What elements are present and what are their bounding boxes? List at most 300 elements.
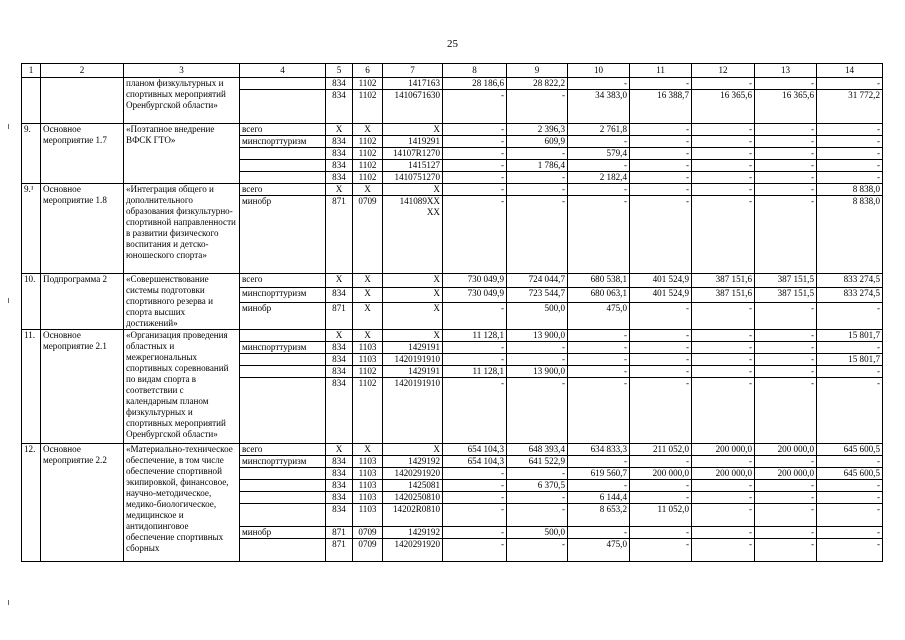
amount-cell: - [755, 492, 817, 504]
target-code-cell: 1410671630 [383, 90, 443, 124]
executor-cell: всего [240, 274, 326, 288]
amount-cell: 28 186,6 [443, 78, 507, 90]
admin-code-cell: 834 [326, 492, 353, 504]
target-code-cell: 1415127 [383, 160, 443, 172]
amount-cell: - [507, 354, 568, 366]
amount-cell: - [692, 196, 755, 274]
executor-cell [240, 366, 326, 378]
amount-cell: 833 274,5 [817, 288, 883, 302]
amount-cell: - [755, 196, 817, 274]
column-header: 1 [22, 64, 41, 78]
amount-cell: - [568, 456, 630, 468]
admin-code-cell: 871 [326, 302, 353, 329]
amount-cell: - [630, 456, 692, 468]
amount-cell: - [507, 468, 568, 480]
amount-cell: 200 000,0 [630, 468, 692, 480]
amount-cell: - [817, 124, 883, 136]
column-header: 11 [630, 64, 692, 78]
target-code-cell: 14107R1270 [383, 148, 443, 160]
executor-cell [240, 90, 326, 124]
executor-cell [240, 172, 326, 184]
executor-cell [240, 378, 326, 444]
amount-cell: - [568, 480, 630, 492]
section-code-cell: 1102 [353, 160, 383, 172]
amount-cell: - [817, 302, 883, 329]
target-code-cell: 1420191910 [383, 354, 443, 366]
amount-cell: - [507, 539, 568, 562]
target-code-cell: 1429191 [383, 366, 443, 378]
amount-cell: - [630, 160, 692, 172]
amount-cell: 401 524,9 [630, 274, 692, 288]
amount-cell: - [568, 78, 630, 90]
amount-cell: - [568, 354, 630, 366]
executor-cell: всего [240, 184, 326, 196]
target-code-cell: 1410751270 [383, 172, 443, 184]
column-header: 3 [124, 64, 240, 78]
amount-cell: 475,0 [568, 302, 630, 329]
amount-cell: - [817, 527, 883, 539]
amount-cell: - [755, 136, 817, 148]
amount-cell: - [692, 184, 755, 196]
executor-cell: минобр [240, 527, 326, 539]
admin-code-cell: 834 [326, 90, 353, 124]
table-row [22, 330, 883, 342]
amount-cell: 654 104,3 [443, 456, 507, 468]
amount-cell: - [507, 342, 568, 354]
admin-code-cell: X [326, 274, 353, 288]
column-header: 14 [817, 64, 883, 78]
amount-cell: - [692, 539, 755, 562]
amount-cell: 200 000,0 [692, 468, 755, 480]
column-header: 7 [383, 64, 443, 78]
amount-cell: 641 522,9 [507, 456, 568, 468]
table-row [22, 274, 883, 288]
amount-cell: 645 600,5 [817, 444, 883, 456]
amount-cell: 13 900,0 [507, 366, 568, 378]
amount-cell: - [755, 504, 817, 527]
section-code-cell: 0709 [353, 539, 383, 562]
amount-cell: - [817, 148, 883, 160]
amount-cell: - [817, 366, 883, 378]
amount-cell: - [755, 366, 817, 378]
amount-cell: 16 365,6 [692, 90, 755, 124]
amount-cell: - [817, 136, 883, 148]
amount-cell: - [507, 492, 568, 504]
target-code-cell: 14202R0810 [383, 504, 443, 527]
amount-cell: 500,0 [507, 527, 568, 539]
page-number: 25 [447, 38, 458, 50]
target-code-cell: X [383, 302, 443, 329]
row-number: 12. [22, 444, 41, 562]
admin-code-cell: X [326, 184, 353, 196]
section-code-cell: 1102 [353, 90, 383, 124]
amount-cell: - [755, 148, 817, 160]
activity-description: «Материально-техническое обеспечение, в том числе обеспечение спортивной экипировкой, финансовое, научно-методическое, медико-биологическое, медицинское и антидопинговое обеспечение спортивных сборных [124, 444, 240, 562]
activity-name: Подпрограмма 2 [41, 274, 124, 330]
amount-cell: 31 772,2 [817, 90, 883, 124]
amount-cell: - [630, 342, 692, 354]
amount-cell: - [443, 160, 507, 172]
amount-cell: - [630, 354, 692, 366]
amount-cell: - [692, 302, 755, 329]
amount-cell: - [630, 366, 692, 378]
target-code-cell: X [383, 288, 443, 302]
column-header: 13 [755, 64, 817, 78]
amount-cell: - [817, 480, 883, 492]
amount-cell: - [755, 78, 817, 90]
amount-cell: - [443, 468, 507, 480]
amount-cell: - [443, 354, 507, 366]
row-number: 11. [22, 330, 41, 444]
amount-cell: 11 128,1 [443, 330, 507, 342]
amount-cell: 200 000,0 [692, 444, 755, 456]
admin-code-cell: 871 [326, 527, 353, 539]
row-number [22, 78, 41, 124]
admin-code-cell: 834 [326, 378, 353, 444]
amount-cell: - [755, 354, 817, 366]
amount-cell: 200 000,0 [755, 444, 817, 456]
executor-cell [240, 539, 326, 562]
amount-cell: - [817, 492, 883, 504]
amount-cell: - [568, 378, 630, 444]
admin-code-cell: 834 [326, 288, 353, 302]
amount-cell: - [755, 527, 817, 539]
amount-cell: 723 544,7 [507, 288, 568, 302]
amount-cell: - [507, 196, 568, 274]
amount-cell: - [692, 160, 755, 172]
amount-cell: - [507, 90, 568, 124]
amount-cell: 2 396,3 [507, 124, 568, 136]
admin-code-cell: 834 [326, 78, 353, 90]
amount-cell: - [817, 539, 883, 562]
amount-cell: 401 524,9 [630, 288, 692, 302]
amount-cell: - [443, 504, 507, 527]
section-code-cell: 1102 [353, 136, 383, 148]
amount-cell: - [630, 78, 692, 90]
amount-cell: - [755, 330, 817, 342]
executor-cell [240, 354, 326, 366]
activity-description: планом физкультурных и спортивных мероприятий Оренбургской области» [124, 78, 240, 124]
amount-cell: 28 822,2 [507, 78, 568, 90]
amount-cell: - [692, 366, 755, 378]
target-code-cell: X [383, 124, 443, 136]
executor-cell: всего [240, 124, 326, 136]
executor-cell: минобр [240, 302, 326, 329]
amount-cell: 8 838,0 [817, 184, 883, 196]
section-code-cell: X [353, 184, 383, 196]
executor-cell [240, 480, 326, 492]
amount-cell: - [443, 342, 507, 354]
activity-name: Основное мероприятие 2.2 [41, 444, 124, 562]
section-code-cell: X [353, 444, 383, 456]
section-code-cell: X [353, 288, 383, 302]
amount-cell: 387 151,5 [755, 274, 817, 288]
target-code-cell: 1420191910 [383, 378, 443, 444]
amount-cell: - [568, 366, 630, 378]
amount-cell: - [443, 196, 507, 274]
column-header: 2 [41, 64, 124, 78]
admin-code-cell: 834 [326, 354, 353, 366]
admin-code-cell: 834 [326, 504, 353, 527]
amount-cell: - [568, 342, 630, 354]
amount-cell: 13 900,0 [507, 330, 568, 342]
amount-cell: - [755, 172, 817, 184]
admin-code-cell: X [326, 444, 353, 456]
amount-cell: - [692, 492, 755, 504]
amount-cell: - [755, 342, 817, 354]
amount-cell: - [443, 172, 507, 184]
amount-cell: - [692, 78, 755, 90]
amount-cell: 579,4 [568, 148, 630, 160]
amount-cell: 619 560,7 [568, 468, 630, 480]
admin-code-cell: 834 [326, 456, 353, 468]
target-code-cell: 141089XX XX [383, 196, 443, 274]
section-code-cell: X [353, 330, 383, 342]
section-code-cell: 1103 [353, 354, 383, 366]
column-header: 10 [568, 64, 630, 78]
amount-cell: - [443, 539, 507, 562]
amount-cell: 648 393,4 [507, 444, 568, 456]
amount-cell: - [507, 172, 568, 184]
amount-cell: 6 144,4 [568, 492, 630, 504]
activity-name [41, 78, 124, 124]
table-row [22, 78, 883, 90]
admin-code-cell: 834 [326, 172, 353, 184]
section-code-cell: 1103 [353, 456, 383, 468]
target-code-cell: 1419291 [383, 136, 443, 148]
section-code-cell: 0709 [353, 196, 383, 274]
amount-cell: 34 383,0 [568, 90, 630, 124]
amount-cell: - [692, 124, 755, 136]
amount-cell: - [817, 172, 883, 184]
table-row [22, 444, 883, 456]
amount-cell: - [507, 378, 568, 444]
amount-cell: - [692, 378, 755, 444]
admin-code-cell: 834 [326, 136, 353, 148]
amount-cell: - [630, 184, 692, 196]
amount-cell: - [507, 184, 568, 196]
amount-cell: - [443, 378, 507, 444]
table-body [22, 78, 883, 562]
target-code-cell: 1420250810 [383, 492, 443, 504]
executor-cell: минспорттуризм [240, 136, 326, 148]
amount-cell: - [692, 172, 755, 184]
section-code-cell: X [353, 274, 383, 288]
section-code-cell: 0709 [353, 527, 383, 539]
amount-cell: - [817, 504, 883, 527]
amount-cell: 724 044,7 [507, 274, 568, 288]
amount-cell: - [630, 302, 692, 329]
amount-cell: - [630, 196, 692, 274]
amount-cell: - [443, 148, 507, 160]
amount-cell: - [630, 378, 692, 444]
amount-cell: - [568, 184, 630, 196]
section-code-cell: 1103 [353, 342, 383, 354]
amount-cell: - [443, 302, 507, 329]
activity-description: «Поэтапное внедрение ВФСК ГТО» [124, 124, 240, 184]
executor-cell [240, 330, 326, 342]
target-code-cell: 1429192 [383, 456, 443, 468]
admin-code-cell: X [326, 124, 353, 136]
amount-cell: - [630, 492, 692, 504]
amount-cell: 1 786,4 [507, 160, 568, 172]
amount-cell: 15 801,7 [817, 354, 883, 366]
executor-cell: минобр [240, 196, 326, 274]
row-number: 9.¹ [22, 184, 41, 274]
amount-cell: - [568, 196, 630, 274]
amount-cell: - [443, 527, 507, 539]
amount-cell: - [443, 480, 507, 492]
admin-code-cell: 834 [326, 366, 353, 378]
activity-description: «Интеграция общего и дополнительного образования физкультурно-спортивной направленности в развитии физического воспитания и детско-юношеского спорта» [124, 184, 240, 274]
section-code-cell: 1103 [353, 480, 383, 492]
amount-cell: - [630, 124, 692, 136]
amount-cell: 645 600,5 [817, 468, 883, 480]
amount-cell: - [692, 480, 755, 492]
amount-cell: - [755, 302, 817, 329]
activity-description: «Совершенствование системы подготовки спортивного резерва и спорта высших достижений» [124, 274, 240, 330]
amount-cell: - [692, 354, 755, 366]
amount-cell: - [630, 539, 692, 562]
amount-cell: 475,0 [568, 539, 630, 562]
amount-cell: - [568, 160, 630, 172]
amount-cell: 15 801,7 [817, 330, 883, 342]
target-code-cell: 1429191 [383, 342, 443, 354]
amount-cell: - [755, 184, 817, 196]
admin-code-cell: 871 [326, 196, 353, 274]
amount-cell: 387 151,6 [692, 274, 755, 288]
target-code-cell: 1425081 [383, 480, 443, 492]
amount-cell: - [443, 492, 507, 504]
admin-code-cell: 871 [326, 539, 353, 562]
executor-cell [240, 504, 326, 527]
executor-cell: минспорттуризм [240, 456, 326, 468]
amount-cell: 634 833,3 [568, 444, 630, 456]
column-header: 12 [692, 64, 755, 78]
amount-cell: - [443, 184, 507, 196]
amount-cell: - [755, 378, 817, 444]
amount-cell: - [692, 527, 755, 539]
amount-cell: 833 274,5 [817, 274, 883, 288]
section-code-cell: 1103 [353, 468, 383, 480]
row-number: 9. [22, 124, 41, 184]
amount-cell: - [507, 148, 568, 160]
amount-cell: - [630, 136, 692, 148]
executor-cell [240, 160, 326, 172]
amount-cell: - [692, 136, 755, 148]
amount-cell: - [817, 456, 883, 468]
admin-code-cell: X [326, 330, 353, 342]
column-header: 5 [326, 64, 353, 78]
column-header: 9 [507, 64, 568, 78]
section-code-cell: 1102 [353, 366, 383, 378]
amount-cell: 680 538,1 [568, 274, 630, 288]
amount-cell: - [817, 78, 883, 90]
amount-cell: 6 370,5 [507, 480, 568, 492]
column-number-row [22, 64, 883, 78]
amount-cell: 8 838,0 [817, 196, 883, 274]
row-number: 10. [22, 274, 41, 330]
amount-cell: 730 049,9 [443, 288, 507, 302]
target-code-cell: X [383, 274, 443, 288]
admin-code-cell: 834 [326, 160, 353, 172]
section-code-cell: 1102 [353, 172, 383, 184]
amount-cell: - [630, 527, 692, 539]
amount-cell: - [817, 342, 883, 354]
amount-cell: - [755, 539, 817, 562]
section-code-cell: X [353, 302, 383, 329]
amount-cell: - [568, 330, 630, 342]
executor-cell [240, 468, 326, 480]
amount-cell: - [755, 456, 817, 468]
executor-cell: всего [240, 444, 326, 456]
amount-cell: - [692, 456, 755, 468]
amount-cell: - [755, 160, 817, 172]
margin-mark [8, 298, 9, 303]
admin-code-cell: 834 [326, 342, 353, 354]
amount-cell: - [443, 90, 507, 124]
amount-cell: - [692, 148, 755, 160]
amount-cell: - [443, 124, 507, 136]
amount-cell: - [568, 136, 630, 148]
amount-cell: - [755, 480, 817, 492]
admin-code-cell: 834 [326, 468, 353, 480]
amount-cell: 211 052,0 [630, 444, 692, 456]
amount-cell: - [630, 330, 692, 342]
amount-cell: 500,0 [507, 302, 568, 329]
amount-cell: 2 761,8 [568, 124, 630, 136]
executor-cell [240, 492, 326, 504]
target-code-cell: X [383, 184, 443, 196]
amount-cell: - [568, 527, 630, 539]
amount-cell: - [817, 160, 883, 172]
amount-cell: 200 000,0 [755, 468, 817, 480]
executor-cell [240, 78, 326, 90]
amount-cell: 11 052,0 [630, 504, 692, 527]
target-code-cell: 1417163 [383, 78, 443, 90]
target-code-cell: 1420291920 [383, 468, 443, 480]
amount-cell: 654 104,3 [443, 444, 507, 456]
column-header: 4 [240, 64, 326, 78]
activity-name: Основное мероприятие 1.8 [41, 184, 124, 274]
amount-cell: - [630, 172, 692, 184]
activity-name: Основное мероприятие 1.7 [41, 124, 124, 184]
column-header: 6 [353, 64, 383, 78]
section-code-cell: 1103 [353, 492, 383, 504]
amount-cell: 609,9 [507, 136, 568, 148]
amount-cell: 680 063,1 [568, 288, 630, 302]
admin-code-cell: 834 [326, 148, 353, 160]
amount-cell: - [692, 342, 755, 354]
target-code-cell: X [383, 330, 443, 342]
amount-cell: - [507, 504, 568, 527]
amount-cell: - [630, 148, 692, 160]
amount-cell: 387 151,5 [755, 288, 817, 302]
executor-cell: минспорттуризм [240, 288, 326, 302]
amount-cell: 11 128,1 [443, 366, 507, 378]
amount-cell: 16 388,7 [630, 90, 692, 124]
target-code-cell: X [383, 444, 443, 456]
budget-table [21, 63, 883, 562]
target-code-cell: 1429192 [383, 527, 443, 539]
margin-mark [8, 600, 9, 605]
amount-cell: - [817, 378, 883, 444]
section-code-cell: X [353, 124, 383, 136]
amount-cell: 8 653,2 [568, 504, 630, 527]
margin-mark [8, 124, 9, 129]
amount-cell: - [755, 124, 817, 136]
amount-cell: 2 182,4 [568, 172, 630, 184]
